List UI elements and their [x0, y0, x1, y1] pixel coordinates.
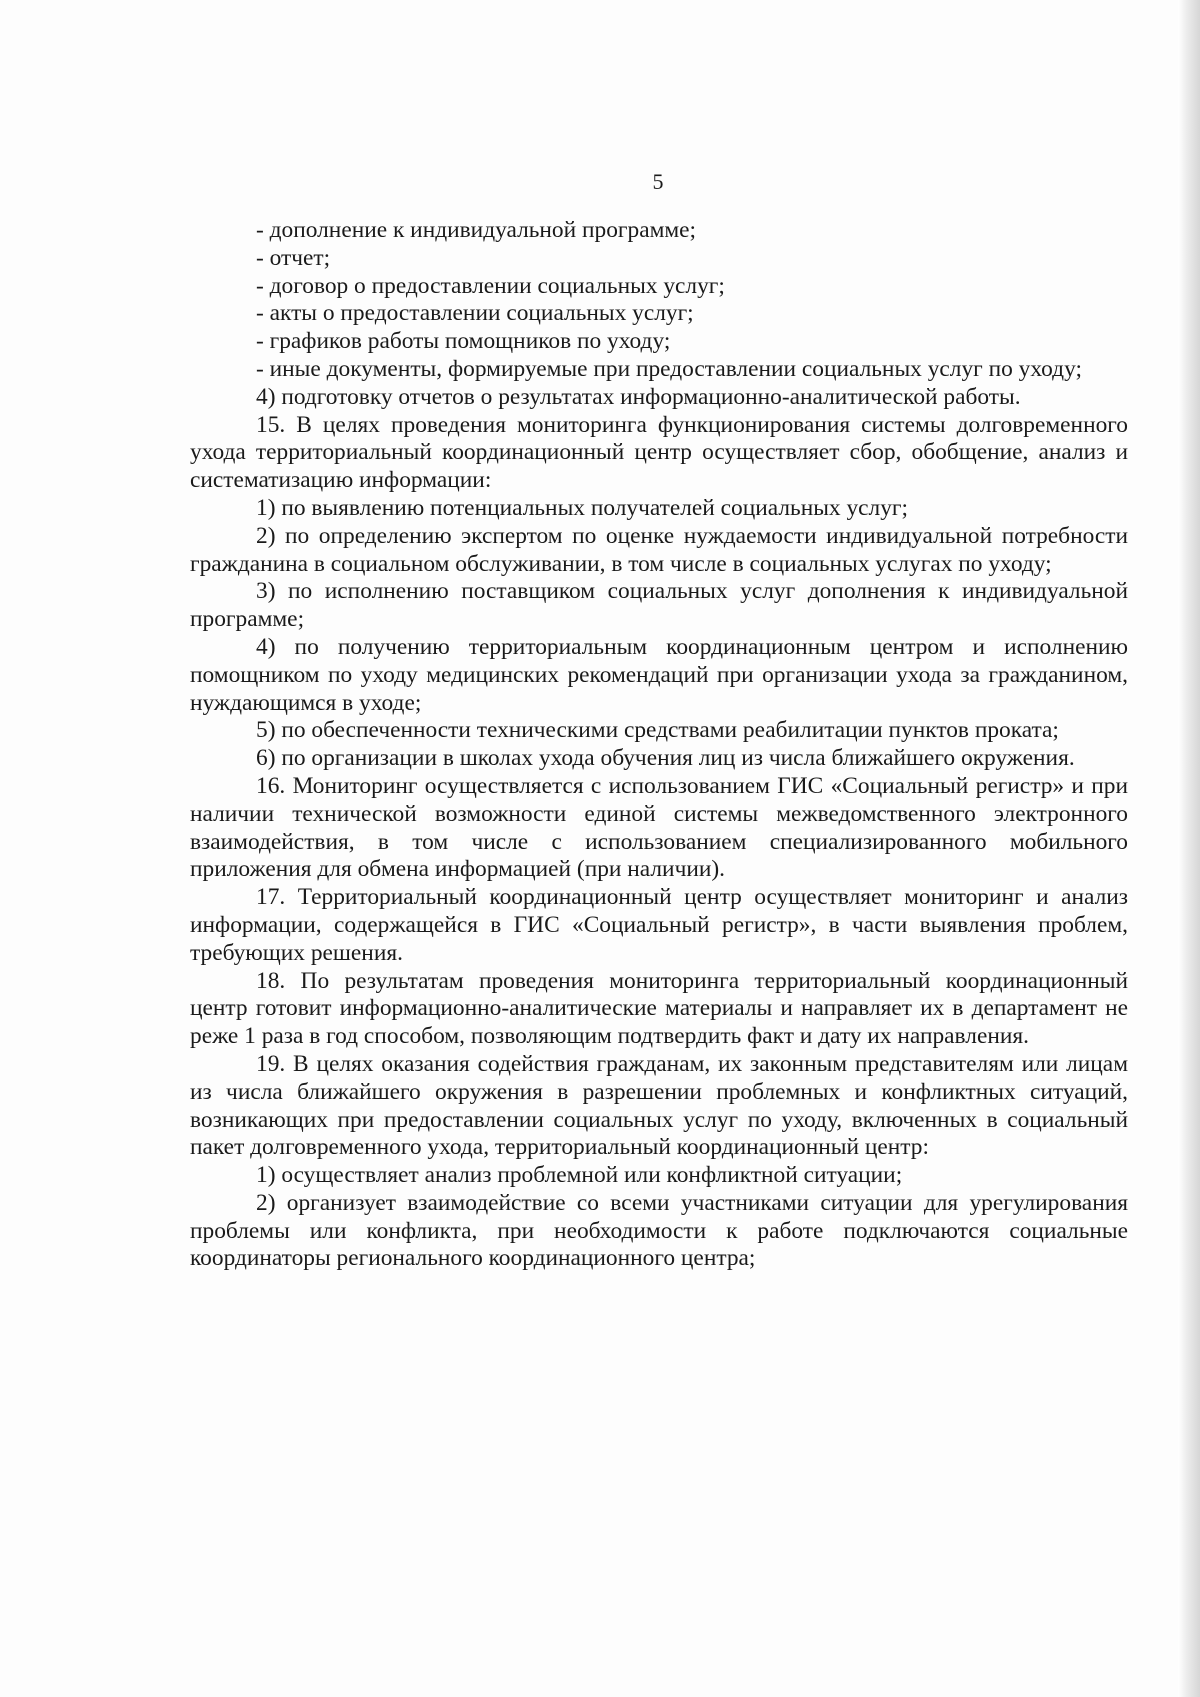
clause-15-item-4: 4) по получению территориальным координационным центром и исполнению помощником по уходу медицинских рекомендаций при организации ухода за гражданином, нуждающимся в уходе;: [190, 633, 1128, 716]
clause-16: 16. Мониторинг осуществляется с использованием ГИС «Социальный регистр» и при наличии технической возможности единой системы межведомственного электронного взаимодействия, в том числе с использованием специализированного мобильного приложения для обмена информацией (при наличии).: [190, 772, 1128, 883]
clause-item-reports: 4) подготовку отчетов о результатах информационно-аналитической работы.: [256, 383, 1021, 410]
list-item-other-documents: - иные документы, формируемые при предоставлении социальных услуг по уходу;: [256, 355, 1082, 382]
list-item-contract: - договор о предоставлении социальных услуг;: [256, 272, 725, 299]
list-item-report: - отчет;: [256, 244, 331, 271]
clause-19-item-2: 2) организует взаимодействие со всеми участниками ситуации для урегулирования проблемы или конфликта, при необходимости к работе подключаются социальные координаторы регионального координационного центра;: [190, 1189, 1128, 1272]
clause-15-item-3: 3) по исполнению поставщиком социальных услуг дополнения к индивидуальной программе;: [190, 578, 1128, 633]
clause-15-item-1: 1) по выявлению потенциальных получателей социальных услуг;: [256, 494, 909, 521]
document-body: [190, 217, 1128, 1273]
clause-19: 19. В целях оказания содействия гражданам, их законным представителям или лицам из числа ближайшего окружения в разрешении проблемных и конфликтных ситуаций, возникающих при предоставлении социальных услуг по уходу, включенных в социальный пакет долговременного ухода, территориальный координационный центр:: [190, 1050, 1128, 1161]
list-item-supplement: - дополнение к индивидуальной программе;: [256, 217, 697, 243]
clause-15-item-5: 5) по обеспеченности техническими средствами реабилитации пунктов проката;: [256, 717, 1059, 744]
list-item-acts: - акты о предоставлении социальных услуг;: [256, 300, 694, 327]
page-number: 5: [652, 169, 664, 194]
clause-15-item-2: 2) по определению экспертом по оценке нуждаемости индивидуальной потребности гражданина в социальном обслуживании, в том числе в социальных услугах по уходу;: [190, 522, 1128, 577]
clause-15: 15. В целях проведения мониторинга функционирования системы долговременного ухода территориальный координационный центр осуществляет сбор, обобщение, анализ и систематизацию информации:: [190, 411, 1128, 494]
scan-page-edge: [1178, 0, 1200, 1697]
clause-17: 17. Территориальный координационный центр осуществляет мониторинг и анализ информации, содержащейся в ГИС «Социальный регистр», в части выявления проблем, требующих решения.: [190, 884, 1128, 966]
clause-18: 18. По результатам проведения мониторинга территориальный координационный центр готовит информационно-аналитические материалы и направляет их в департамент не реже 1 раза в год способом, позволяющим подтвердить факт и дату их направления.: [190, 967, 1128, 1050]
list-item-schedules: - графиков работы помощников по уходу;: [256, 328, 671, 355]
clause-19-item-1: 1) осуществляет анализ проблемной или конфликтной ситуации;: [256, 1162, 903, 1189]
clause-15-item-6: 6) по организации в школах ухода обучения лиц из числа ближайшего окружения.: [256, 745, 1075, 772]
